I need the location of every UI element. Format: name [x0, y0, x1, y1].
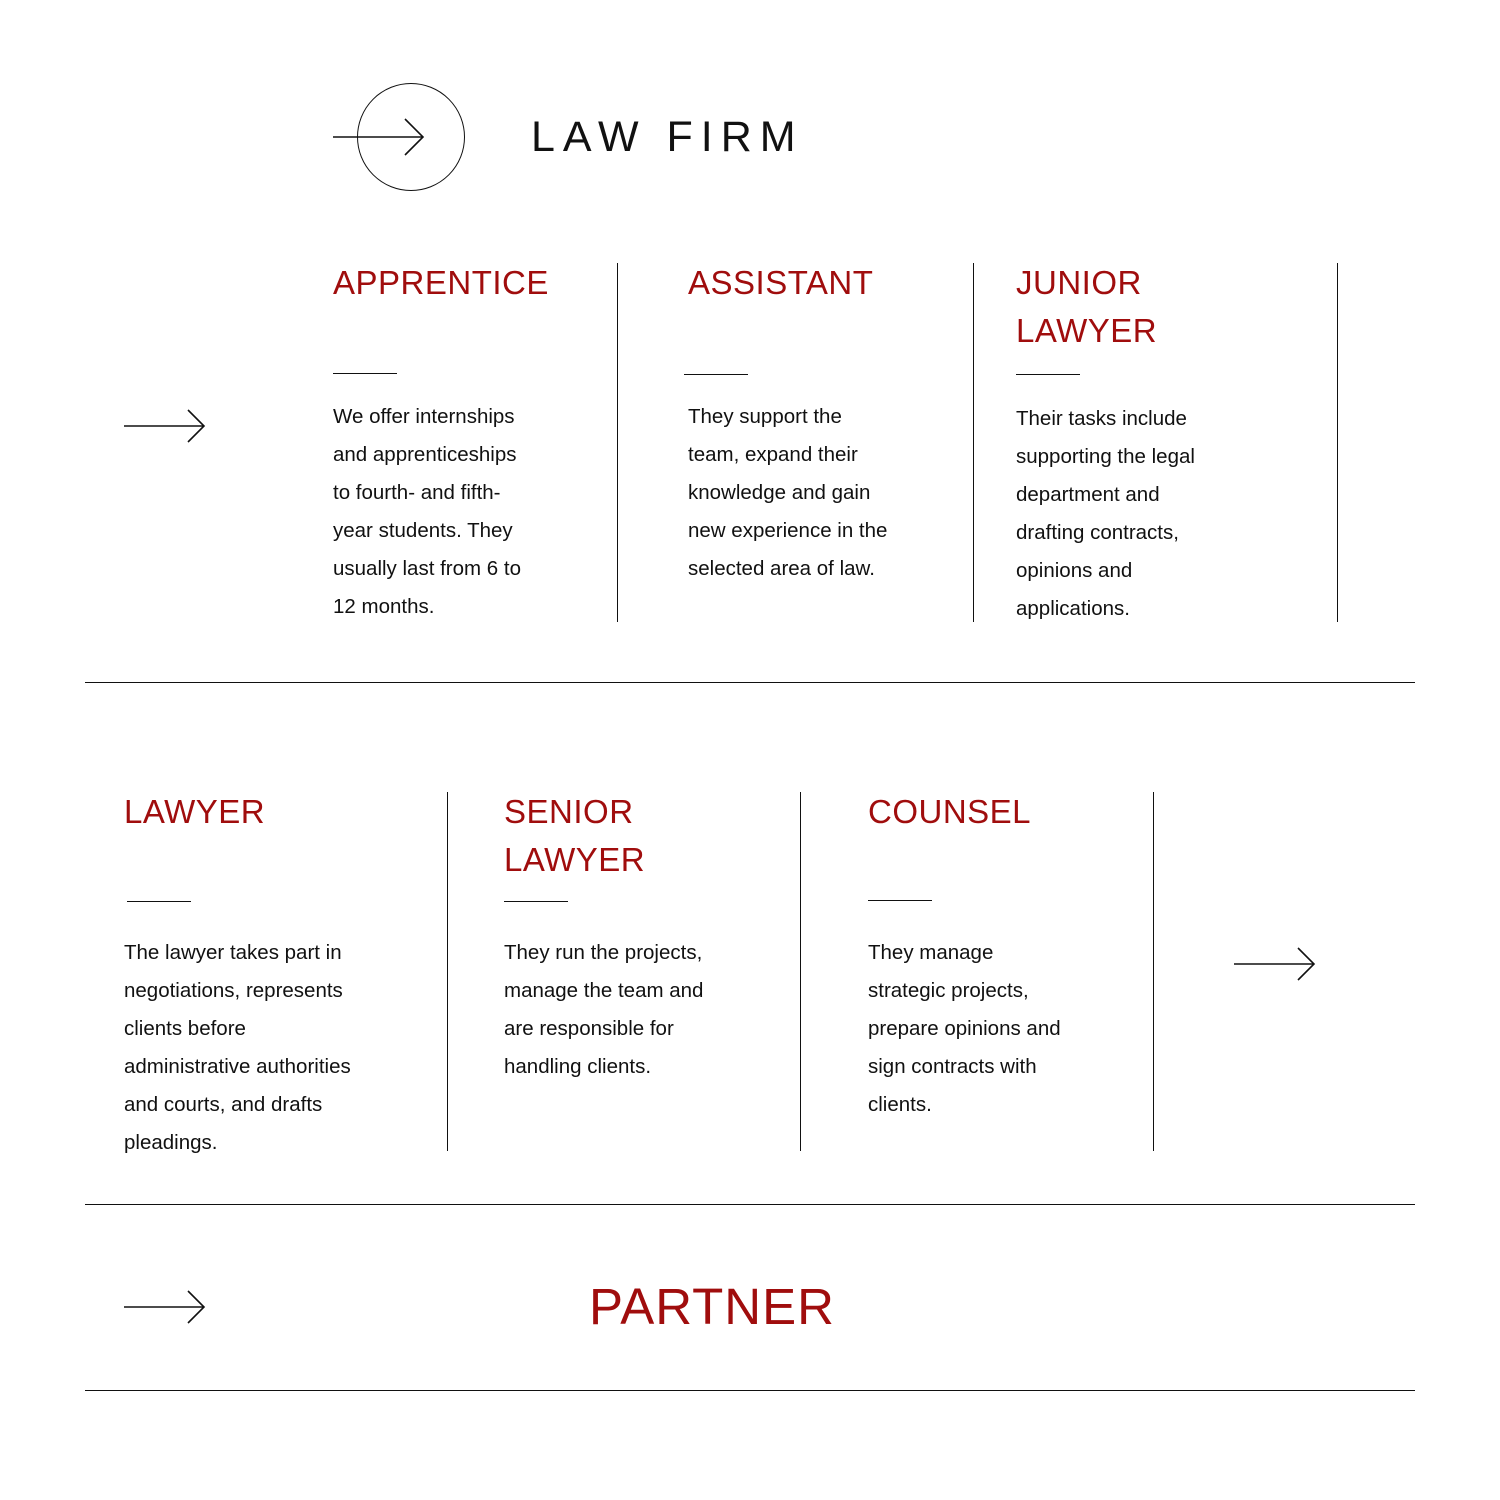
bottom-separator [85, 1390, 1415, 1391]
stage-description: They support the team, expand their knowledge and gain new experience in the selected area of law. [688, 405, 888, 580]
row1-arrow-icon [120, 406, 210, 446]
stage-title: JUNIOR LAWYER [1016, 264, 1158, 349]
row-separator [85, 1204, 1415, 1205]
stage-description: We offer internships and apprenticeships to fourth- and fifth- year students. They usually last from 6 to 12 months. [333, 405, 521, 618]
column-divider [617, 263, 618, 622]
stage-partner-title: PARTNER [589, 1278, 835, 1335]
title-underline [127, 901, 191, 902]
column-divider [1153, 792, 1154, 1151]
row2-arrow-icon [1230, 944, 1320, 984]
title-underline [333, 373, 397, 374]
title-underline [1016, 374, 1080, 375]
column-divider [973, 263, 974, 622]
stage-title: SENIOR LAWYER [504, 793, 646, 878]
title-underline [504, 901, 568, 902]
title-underline [868, 900, 932, 901]
row3-arrow-icon [120, 1287, 210, 1327]
stage-title: APPRENTICE [333, 264, 549, 301]
row-separator [85, 682, 1415, 683]
stage-description: They manage strategic projects, prepare opinions and sign contracts with clients. [868, 941, 1061, 1116]
stage-description: The lawyer takes part in negotiations, represents clients before administrative authorities and courts, and drafts pleadings. [124, 941, 351, 1154]
stage-description: Their tasks include supporting the legal department and drafting contracts, opinions and applications. [1016, 407, 1195, 620]
stage-title: LAWYER [124, 793, 266, 830]
stage-title: COUNSEL [868, 793, 1032, 830]
title-underline [684, 374, 748, 375]
column-divider [1337, 263, 1338, 622]
logo-arrow-icon [330, 115, 430, 159]
stage-title: ASSISTANT [688, 264, 874, 301]
column-divider [447, 792, 448, 1151]
column-divider [800, 792, 801, 1151]
stage-description: They run the projects, manage the team and are responsible for handling clients. [504, 941, 704, 1078]
page-title: LAW FIRM [531, 113, 804, 161]
